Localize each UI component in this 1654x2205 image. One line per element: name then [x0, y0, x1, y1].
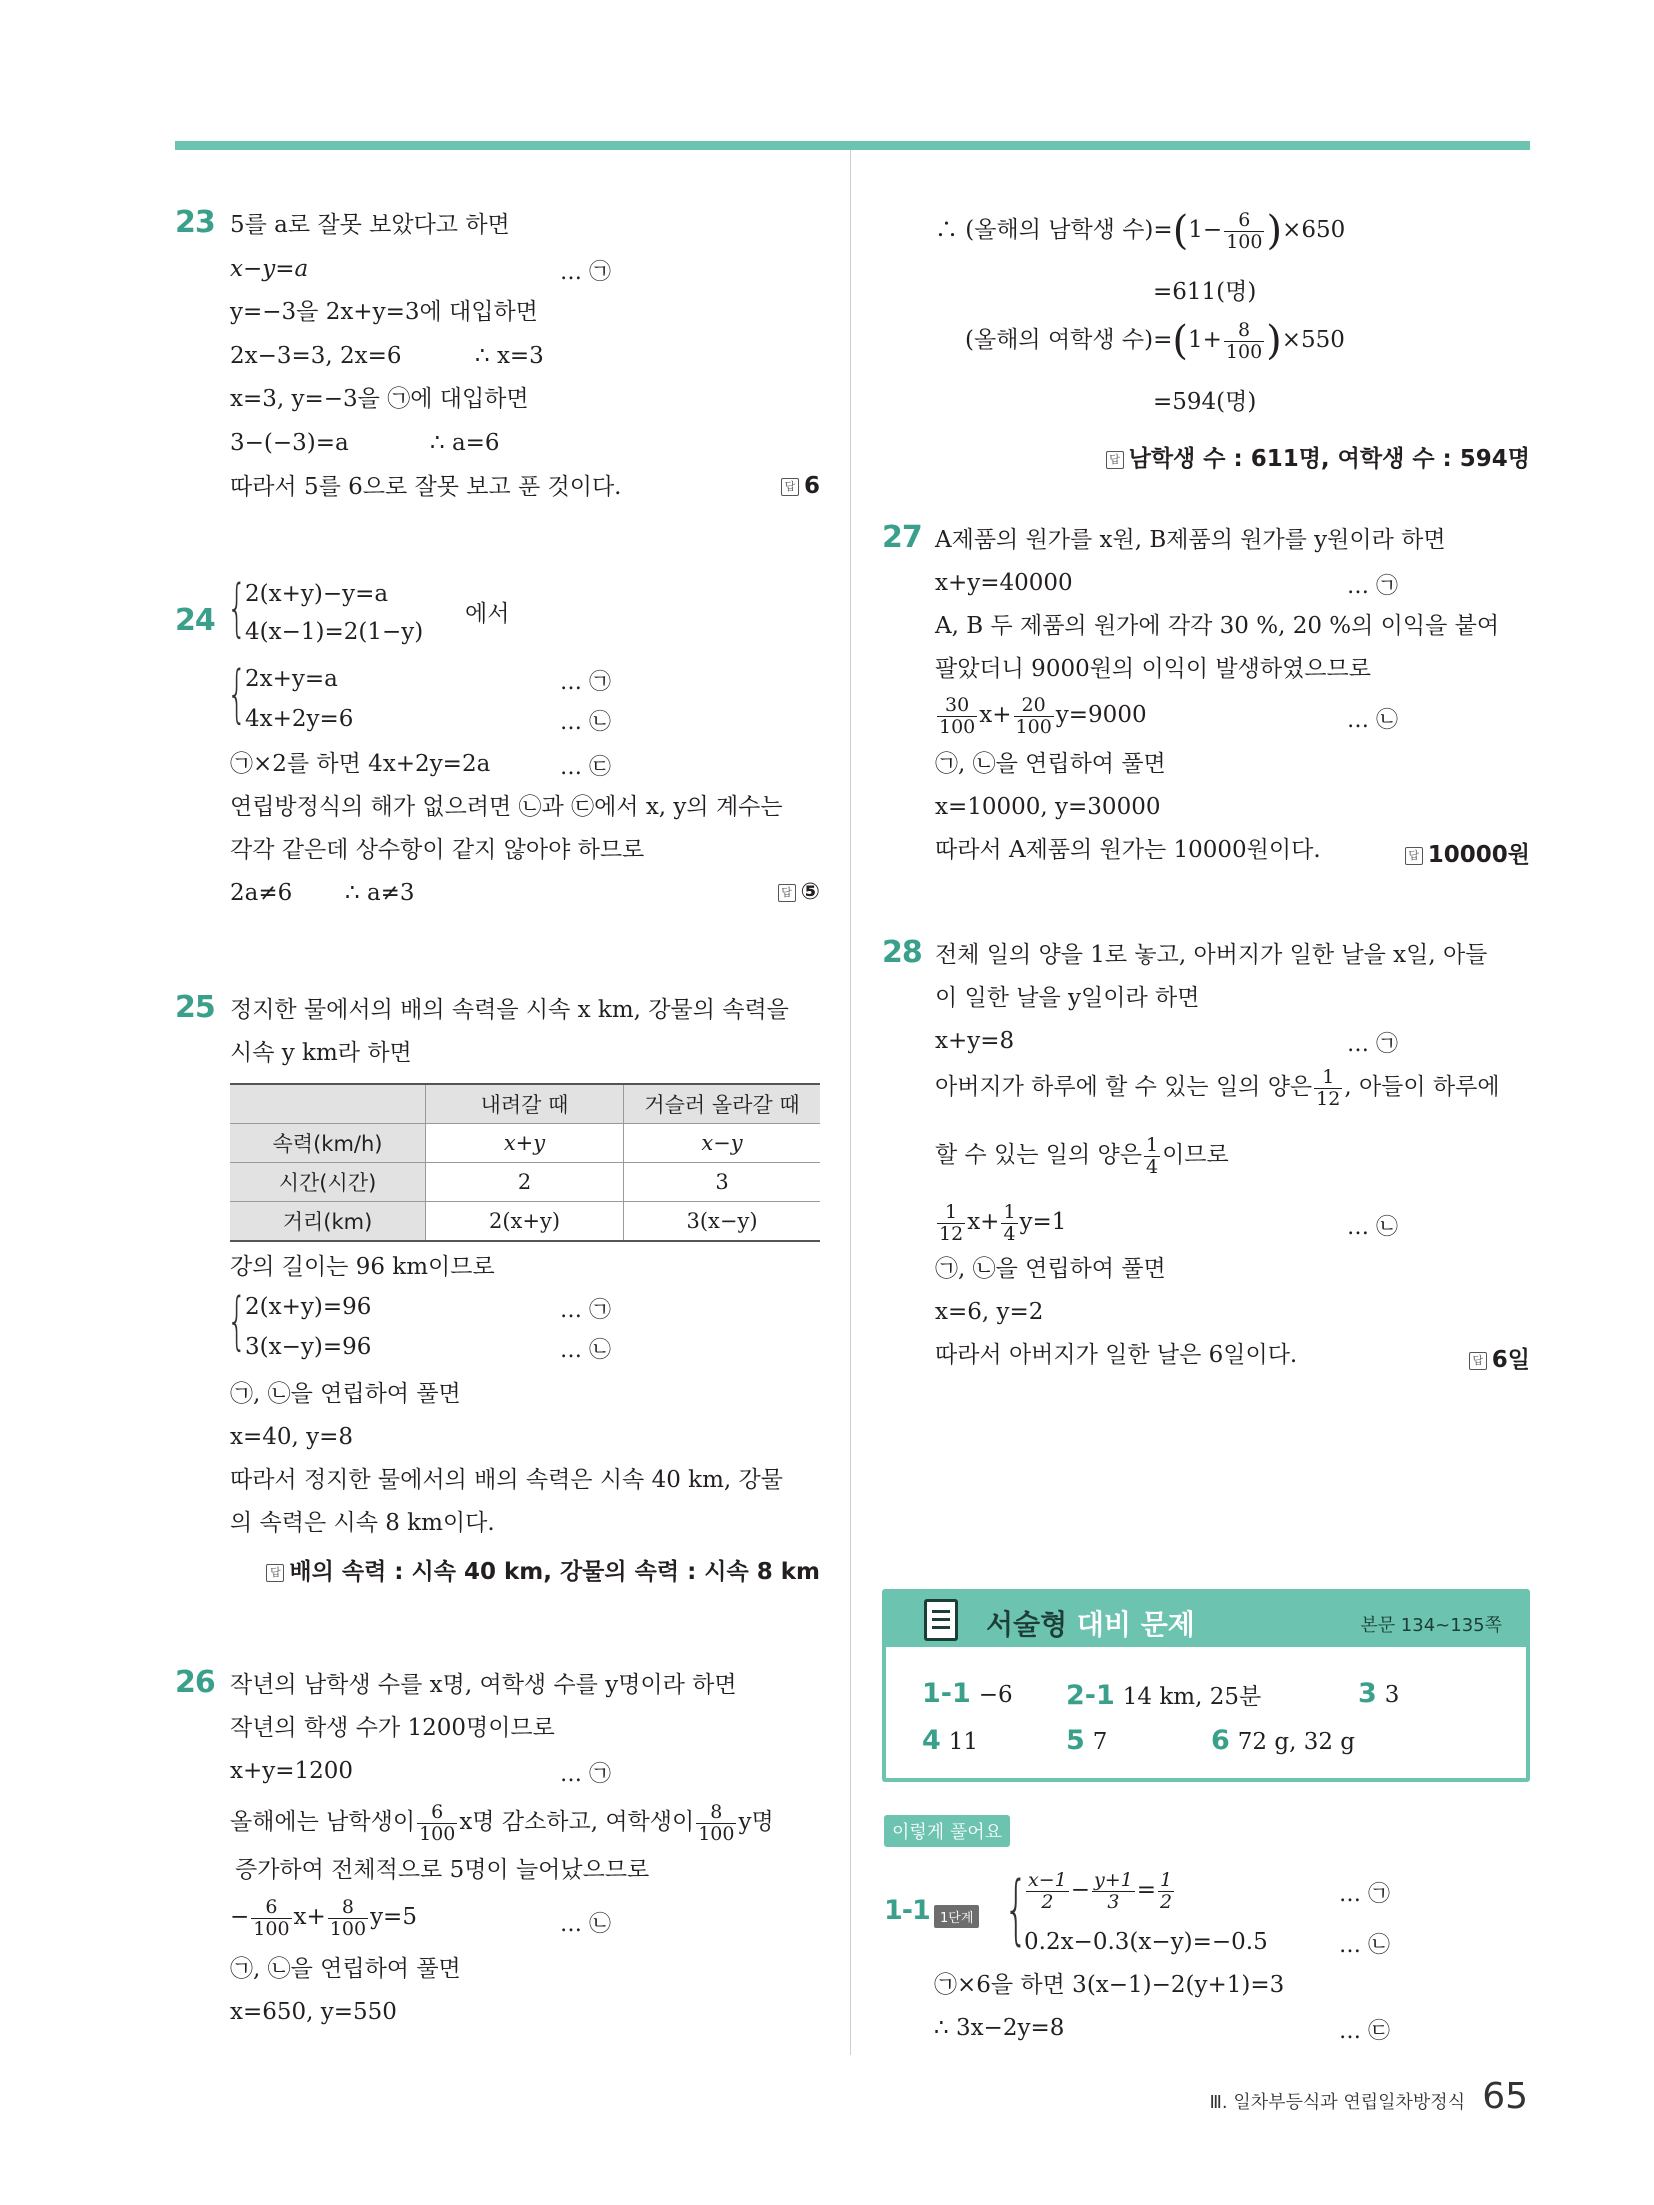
equation-mark: … ㉡ [560, 1338, 611, 1363]
prep-answer: 3 3 [1358, 1678, 1400, 1709]
equation-mark: … ㉡ [1347, 1215, 1398, 1240]
text-line: x=3, y=−3을 ㉠에 대입하면 [230, 386, 529, 412]
equation-mark: … ㉠ [1347, 1032, 1398, 1057]
answer: 답 10000원 [1405, 836, 1530, 869]
equation [935, 690, 1147, 740]
problem-25 [175, 990, 820, 1610]
prep-answer: 4 11 [922, 1725, 979, 1756]
notepad-icon [924, 1599, 958, 1641]
equation: 3(x−y)=96 [245, 1334, 372, 1360]
text-line: ㉠, ㉡을 연립하여 풀면 [935, 751, 1166, 777]
equation: 4(x−1)=2(1−y) [245, 619, 424, 645]
equation-mark: … ㉡ [1347, 708, 1398, 733]
problem-number: 23 [175, 205, 215, 240]
text-line: 따라서 아버지가 일한 날은 6일이다. [935, 1342, 1298, 1368]
text-line: 증가하여 전체적으로 5명이 늘어났으므로 [235, 1857, 650, 1883]
table-header: 거슬러 올라갈 때 [624, 1084, 821, 1124]
numerator: 6 [251, 1897, 291, 1919]
page-footer [1209, 2076, 1528, 2117]
text-segment: y명 [738, 1809, 774, 1835]
table-cell: 2 [426, 1163, 624, 1202]
equation: x+y=40000 [935, 570, 1073, 596]
fraction [1158, 1870, 1174, 1913]
text-line: y=−3을 2x+y=3에 대입하면 [230, 299, 538, 325]
text-segment: ×550 [1281, 327, 1345, 353]
equation: ∴ a≠3 [345, 880, 415, 906]
equation: ∴ x=3 [475, 343, 544, 369]
text-segment: 1+ [1187, 327, 1222, 353]
equation: ∴ (올해의 남학생 수)=(1− $\frac{6}{100}$ )×650 [935, 208, 1346, 254]
brace: { [227, 657, 247, 730]
equation: x=650, y=550 [230, 1999, 397, 2025]
text-segment: 이므로 [1162, 1142, 1229, 1168]
equation: − $\frac{6}{100}$ x+ $\frac{8}{100}$ y=5 [230, 1895, 417, 1940]
answer-icon: 답 [781, 478, 799, 496]
denominator: 12 [939, 1222, 964, 1245]
answer-icon: 답 [266, 1564, 284, 1582]
equation: 2x+y=a [245, 666, 338, 692]
fraction [1026, 1870, 1069, 1913]
denominator: 3 [1107, 1890, 1120, 1913]
text-line: 팔았더니 9000원의 이익이 발생하였으므로 [935, 656, 1371, 682]
table-row-header: 거리(km) [230, 1202, 426, 1242]
denominator: 2 [1041, 1890, 1054, 1913]
numerator: 1 [1160, 1868, 1173, 1891]
chapter-title: Ⅲ. 일차부등식과 연립일차방정식 [1209, 2092, 1466, 2113]
equation-mark: … ㉡ [560, 710, 611, 735]
equation-mark: … ㉠ [560, 670, 611, 695]
equation [935, 1197, 1066, 1247]
equation: ㉠×2를 하면 4x+2y=2a [230, 751, 491, 777]
prep-answer: 1-1 −6 [922, 1678, 1013, 1709]
fraction [1314, 1067, 1342, 1110]
text-line: ㉠, ㉡을 연립하여 풀면 [935, 1256, 1166, 1282]
equation: 0.2x−0.3(x−y)=−0.5 [1024, 1929, 1268, 1955]
numerator: 1 [1003, 1200, 1016, 1223]
text-line: A제품의 원가를 x원, B제품의 원가를 y원이라 하면 [935, 527, 1446, 553]
brace: { [1004, 1864, 1029, 1953]
fraction [937, 695, 977, 738]
text-line: 작년의 학생 수가 1200명이므로 [230, 1715, 555, 1741]
problem-number: 1-1 [884, 1895, 930, 1926]
equation: 2x−3=3, 2x=6 [230, 343, 402, 369]
equation-mark: … ㉢ [560, 755, 611, 780]
text-line: 정지한 물에서의 배의 속력을 시속 x km, 강물의 속력을 [230, 997, 789, 1023]
numerator: 6 [417, 1802, 457, 1824]
equation: 3−(−3)=a [230, 430, 349, 456]
answer-icon: 답 [1405, 847, 1423, 865]
problem-28 [882, 935, 1530, 1395]
fraction [1224, 320, 1264, 363]
table-cell: 2(x+y) [426, 1202, 624, 1242]
answer-icon: 답 [1469, 1352, 1487, 1370]
fraction [1014, 695, 1054, 738]
equation: x−y=a [230, 256, 309, 282]
denominator: 100 [329, 1917, 367, 1940]
text-segment: 1− [1188, 217, 1223, 243]
equation: =594(명) [1153, 389, 1257, 415]
text-line: 의 속력은 시속 8 km이다. [230, 1510, 495, 1536]
text-segment: 올해에는 남학생이 [230, 1809, 416, 1835]
top-rule [175, 141, 1530, 150]
fraction [417, 1802, 457, 1845]
problem-26-continued [935, 205, 1530, 475]
answer-icon: 답 [1106, 451, 1124, 469]
prep-answer: 2-1 14 km, 25분 [1066, 1680, 1262, 1711]
fraction [251, 1897, 291, 1940]
text-segment: ×650 [1282, 217, 1346, 243]
numerator: x−1 [1028, 1868, 1067, 1891]
text-segment: 아버지가 하루에 할 수 있는 일의 양은 [935, 1074, 1313, 1100]
denominator: 12 [1316, 1087, 1341, 1110]
essay-prep-header [886, 1593, 1526, 1647]
equation: x+y=8 [935, 1028, 1015, 1054]
fraction [937, 1202, 965, 1245]
problem-26 [175, 1665, 820, 2065]
numerator: y+1 [1094, 1868, 1133, 1891]
equation-mark: … ㉠ [560, 1298, 611, 1323]
numerator: 1 [1146, 1133, 1159, 1156]
table-row-header: 속력(km/h) [230, 1124, 426, 1163]
solution-1-1 [884, 1865, 1530, 2065]
brace: { [227, 571, 247, 644]
fraction [1092, 1870, 1135, 1913]
denominator: 4 [1146, 1155, 1159, 1178]
fraction [696, 1802, 736, 1845]
denominator: 4 [1003, 1222, 1016, 1245]
solution-tag: 이렇게 풀어요 [884, 1815, 1010, 1847]
table-cell: 3 [624, 1163, 821, 1202]
numerator: 8 [1224, 320, 1264, 342]
text-line: 5를 a로 잘못 보았다고 하면 [230, 212, 510, 238]
text-line [230, 1797, 774, 1847]
text-line [935, 1130, 1229, 1180]
text-line: 연립방정식의 해가 없으려면 ㉡과 ㉢에서 x, y의 계수는 [230, 794, 783, 820]
table-header: 내려갈 때 [426, 1084, 624, 1124]
brace: { [227, 1284, 247, 1357]
equation: x+y=1200 [230, 1758, 354, 1784]
problem-24 [175, 571, 820, 915]
problem-number: 27 [882, 520, 922, 555]
text-line: 따라서 A제품의 원가는 10000원이다. [935, 837, 1321, 863]
equation: $\frac{x-1}{2}$ − $\frac{y+1}{3}$ = $\frac{1}{2}$ [1028, 1868, 1173, 1913]
numerator: 6 [1224, 210, 1264, 232]
text-segment: , 아들이 하루에 [1344, 1074, 1500, 1100]
numerator: 30 [937, 695, 977, 717]
denominator: 100 [1015, 715, 1052, 738]
equation: ㉠×6을 하면 3(x−1)−2(y+1)=3 [934, 1972, 1285, 1998]
equation: x=6, y=2 [935, 1299, 1044, 1325]
table-header [230, 1084, 426, 1124]
text-line: ㉠, ㉡을 연립하여 풀면 [230, 1381, 461, 1407]
fraction [328, 1897, 368, 1940]
equation-mark: … ㉠ [560, 260, 611, 285]
column-divider [850, 150, 851, 2055]
equation: x=40, y=8 [230, 1424, 354, 1450]
answer: 답 6 [781, 473, 820, 499]
table-cell: 3(x−y) [624, 1202, 821, 1242]
numerator: 8 [328, 1897, 368, 1919]
text-line: 따라서 5를 6으로 잘못 보고 푼 것이다. [230, 474, 622, 500]
text-line: 작년의 남학생 수를 x명, 여학생 수를 y명이라 하면 [230, 1672, 737, 1698]
equation-mark: … ㉠ [1347, 574, 1398, 599]
text-line: 에서 [465, 601, 510, 627]
denominator: 100 [698, 1822, 735, 1845]
numerator: 8 [696, 1802, 736, 1824]
denominator: 100 [253, 1917, 290, 1940]
numerator: 20 [1014, 695, 1054, 717]
equation: 2(x+y)=96 [245, 1294, 372, 1320]
answer: 답 6일 [1469, 1341, 1530, 1374]
fraction [1001, 1202, 1017, 1245]
answer-icon: 답 [778, 884, 796, 902]
answer: 답 남학생 수 : 611명, 여학생 수 : 594명 [1106, 440, 1530, 473]
equation: 4x+2y=6 [245, 706, 354, 732]
essay-prep-box [882, 1589, 1530, 1782]
problem-27 [882, 520, 1530, 900]
text-line: A, B 두 제품의 원가에 각각 30 %, 20 %의 이익을 붙여 [935, 613, 1500, 639]
text-segment: x+ [293, 1904, 326, 1930]
equation: x=10000, y=30000 [935, 794, 1161, 820]
text-line: 시속 y km라 하면 [230, 1040, 412, 1066]
equation: 2a≠6 [230, 880, 293, 906]
essay-prep-title: 서술형 대비 문제 [986, 1608, 1195, 1641]
equation: ∴ 3x−2y=8 [934, 2015, 1065, 2041]
text-line: 따라서 정지한 물에서의 배의 속력은 시속 40 km, 강물 [230, 1467, 783, 1493]
prep-answer: 5 7 [1066, 1725, 1108, 1756]
denominator: 2 [1160, 1890, 1173, 1913]
numerator: 1 [1314, 1067, 1342, 1089]
table-cell: x−y [624, 1124, 821, 1163]
equation-mark: … ㉢ [1339, 2019, 1390, 2044]
text-segment: x+ [979, 702, 1012, 728]
text-segment: x+ [967, 1209, 1000, 1235]
equation-mark: … ㉡ [560, 1912, 611, 1937]
problem-number: 25 [175, 990, 215, 1025]
text-segment: y=1 [1019, 1209, 1067, 1235]
text-line: ㉠, ㉡을 연립하여 풀면 [230, 1956, 461, 1982]
problem-number: 24 [175, 603, 215, 638]
denominator: 100 [939, 715, 976, 738]
answer: 답 배의 속력 : 시속 40 km, 강물의 속력 : 시속 8 km [266, 1553, 820, 1586]
equation-mark: … ㉠ [1339, 1882, 1390, 1907]
denominator: 100 [1225, 340, 1263, 363]
equation-mark: … ㉡ [1339, 1933, 1390, 1958]
text-segment: x명 감소하고, 여학생이 [459, 1809, 695, 1835]
denominator: 100 [419, 1822, 456, 1845]
problem-number: 28 [882, 935, 922, 970]
text-segment: y=9000 [1055, 702, 1147, 728]
text-line: 전체 일의 양을 1로 놓고, 아버지가 일한 날을 x일, 아들 [935, 942, 1488, 968]
text-segment: 할 수 있는 일의 양은 [935, 1142, 1142, 1168]
text-segment: (올해의 여학생 수)= [965, 327, 1173, 353]
text-segment: y=5 [370, 1904, 417, 1930]
page-number: 65 [1482, 2076, 1528, 2117]
text-segment: ∴ (올해의 남학생 수)= [935, 217, 1173, 243]
text-line: 강의 길이는 96 km이므로 [230, 1254, 495, 1280]
problem-23 [175, 205, 820, 525]
step-label: 1단계 [934, 1905, 979, 1928]
text-line [935, 1062, 1500, 1112]
equation-mark: … ㉠ [560, 1762, 611, 1787]
text-line: 각각 같은데 상수항이 같지 않아야 하므로 [230, 837, 645, 863]
fraction [1144, 1135, 1160, 1178]
problem-number: 26 [175, 1665, 215, 1700]
numerator: 1 [937, 1202, 965, 1224]
table-row-header: 시간(시간) [230, 1163, 426, 1202]
equation: =611(명) [1153, 279, 1257, 305]
denominator: 100 [1226, 230, 1263, 253]
speed-table [230, 1083, 820, 1242]
table-cell: x+y [426, 1124, 624, 1163]
equation: (올해의 여학생 수)=(1+ $\frac{8}{100}$ )×550 [965, 318, 1345, 364]
prep-answer: 6 72 g, 32 g [1211, 1725, 1356, 1756]
text-line: 이 일한 날을 y일이라 하면 [935, 985, 1200, 1011]
fraction [1224, 210, 1264, 253]
equation: ∴ a=6 [430, 430, 500, 456]
equation: 2(x+y)−y=a [245, 581, 389, 607]
page-reference: 본문 134~135쪽 [1360, 1615, 1502, 1636]
answer: 답 ⑤ [778, 879, 820, 905]
